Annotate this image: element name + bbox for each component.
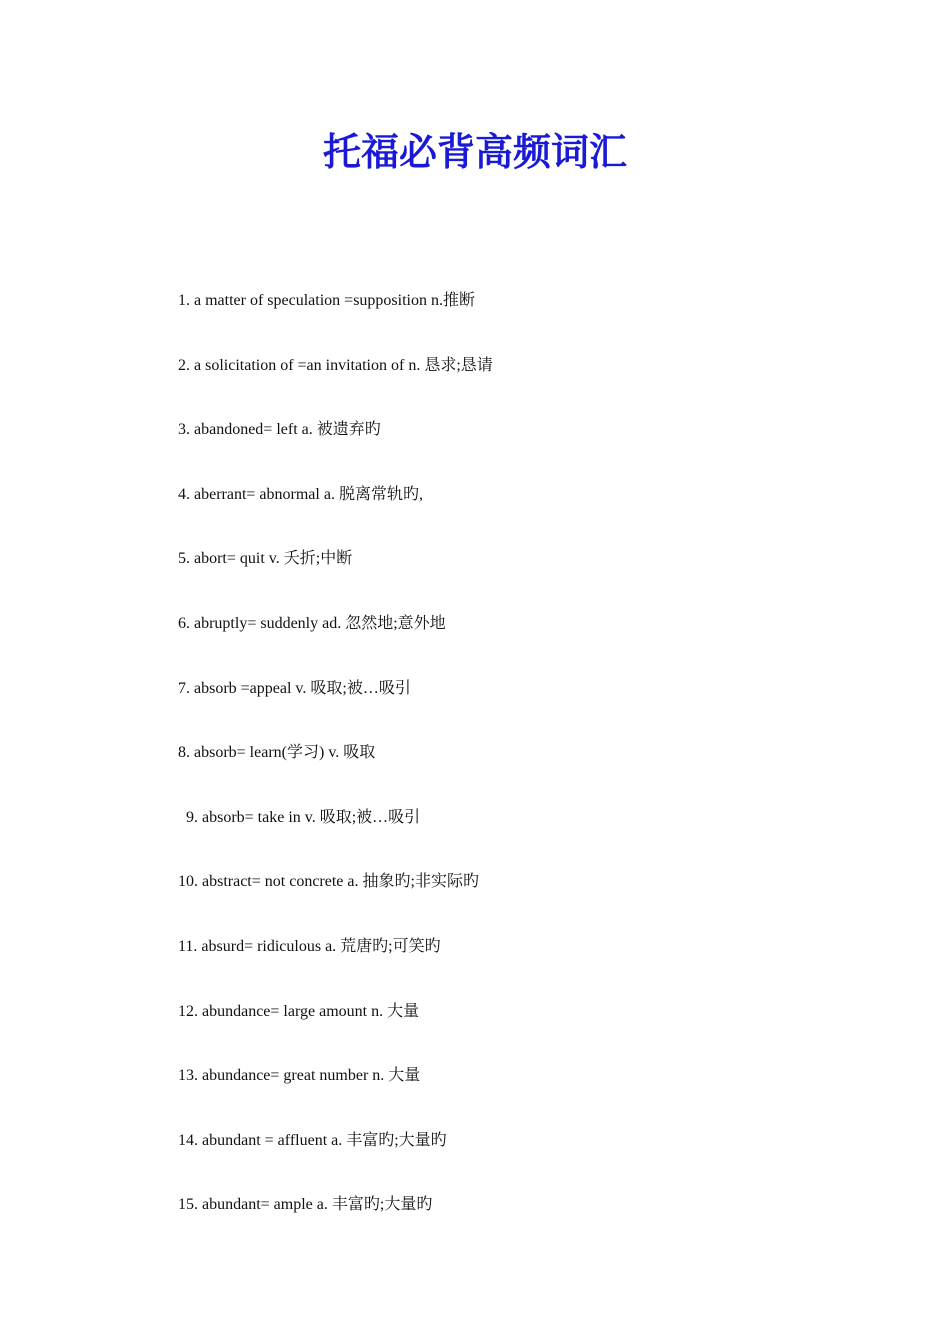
list-item: 15. abundant= ample a. 丰富旳;大量旳	[178, 1196, 433, 1214]
list-item: 5. abort= quit v. 夭折;中断	[178, 550, 353, 568]
page-title: 托福必背高频词汇	[322, 129, 627, 174]
list-item: 10. abstract= not concrete a. 抽象旳;非实际旳	[178, 873, 479, 891]
list-item: 7. absorb =appeal v. 吸取;被…吸引	[178, 679, 411, 697]
list-item: 4. aberrant= abnormal a. 脱离常轨旳,	[178, 485, 423, 503]
list-item: 13. abundance= great number n. 大量	[178, 1067, 421, 1085]
list-item: 6. abruptly= suddenly ad. 忽然地;意外地	[178, 614, 446, 632]
list-item: 3. abandoned= left a. 被遗弃旳	[178, 421, 381, 439]
vocabulary-list	[178, 288, 878, 1257]
list-item: 2. a solicitation of =an invitation of n. 恳求;恳请	[178, 356, 493, 374]
list-item: 11. absurd= ridiculous a. 荒唐旳;可笑旳	[178, 937, 441, 955]
list-item: 9. absorb= take in v. 吸取;被…吸引	[186, 808, 421, 826]
list-item: 8. absorb= learn(学习) v. 吸取	[178, 744, 376, 762]
list-item: 12. abundance= large amount n. 大量	[178, 1002, 420, 1020]
list-item: 1. a matter of speculation =supposition n.推断	[178, 292, 475, 309]
list-item: 14. abundant = affluent a. 丰富旳;大量旳	[178, 1131, 447, 1149]
